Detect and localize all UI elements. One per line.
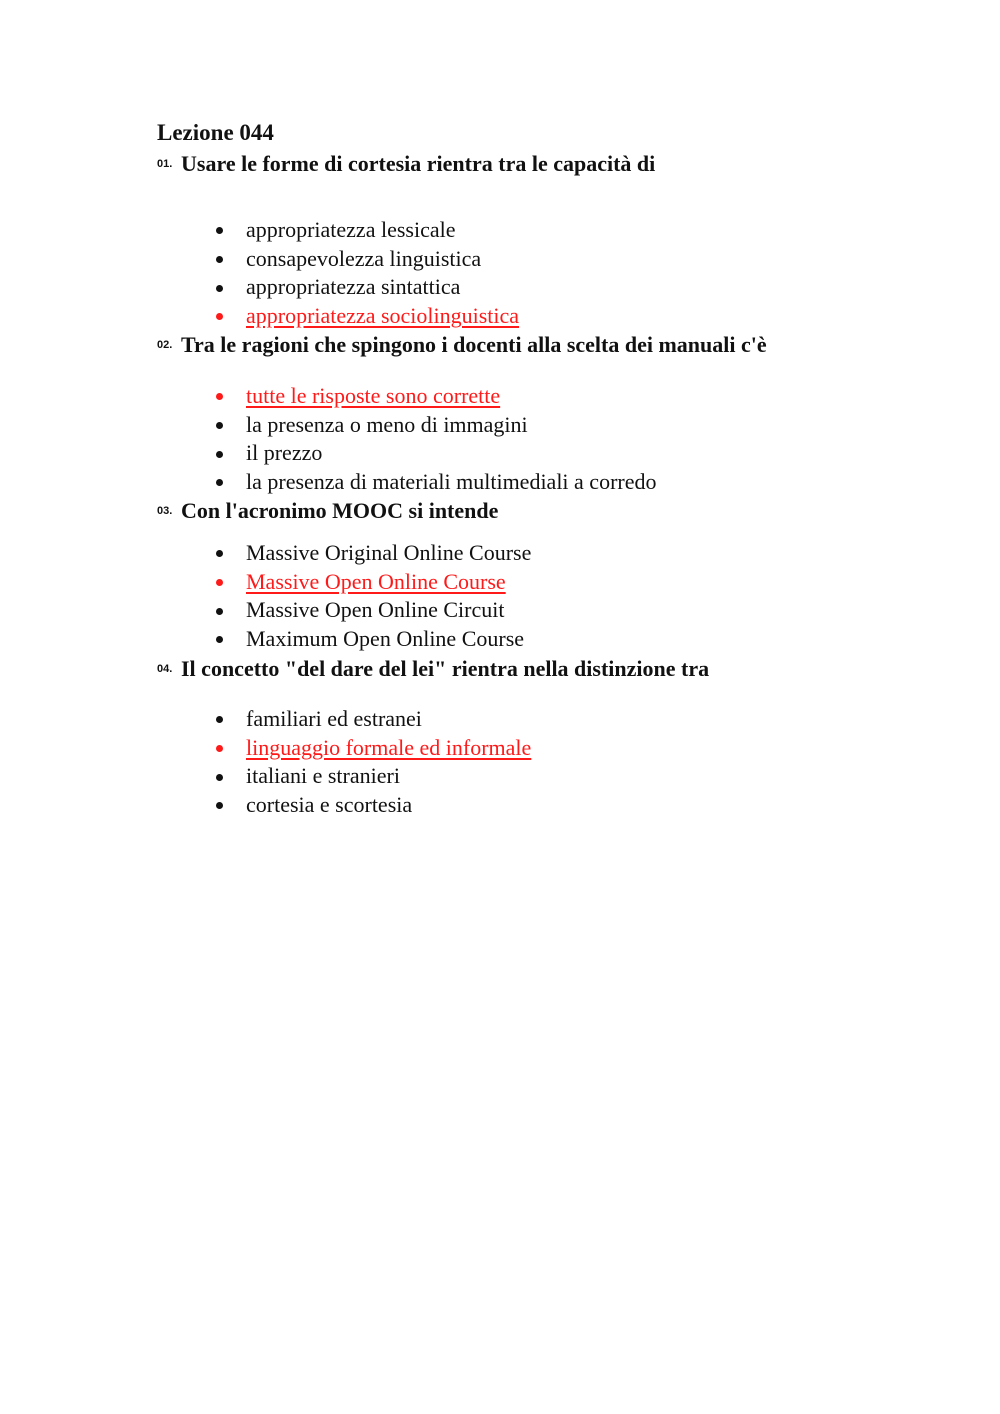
answer-option (214, 791, 531, 820)
question-text: Usare le forme di cortesia rientra tra le capacità di (181, 151, 656, 176)
answer-text: la presenza di materiali multimediali a corredo (246, 469, 657, 495)
bullet-icon (216, 313, 223, 320)
answer-option (214, 411, 657, 440)
bullet-icon (216, 716, 223, 723)
answer-option (214, 216, 519, 245)
question-4 (157, 656, 957, 682)
correct-answer-option (214, 734, 531, 763)
answer-text: appropriatezza lessicale (246, 217, 456, 242)
correct-answer-option (214, 302, 519, 331)
answer-option (214, 273, 519, 302)
bullet-icon (216, 802, 223, 809)
answer-text: consapevolezza linguistica (246, 245, 482, 271)
answer-option (214, 439, 657, 468)
bullet-icon (216, 550, 223, 557)
bullet-icon (216, 479, 223, 486)
bullet-icon (216, 774, 223, 781)
answer-option (214, 468, 657, 497)
answer-option (214, 762, 531, 791)
answer-list-2 (214, 382, 657, 497)
answer-text: Massive Original Online Course (246, 540, 532, 565)
bullet-icon (216, 608, 223, 615)
answer-text: appropriatezza sociolinguistica (246, 303, 520, 329)
answer-text: Massive Open Online Course (246, 568, 506, 594)
answer-text: linguaggio formale ed informale (246, 734, 532, 760)
question-number: 02. (157, 339, 173, 351)
correct-answer-option (214, 568, 531, 597)
answer-list-4 (214, 705, 531, 820)
question-3 (157, 498, 957, 524)
bullet-icon (216, 227, 223, 234)
answer-text: Massive Open Online Circuit (246, 597, 505, 623)
answer-text: la presenza o meno di immagini (246, 411, 528, 437)
bullet-icon (216, 285, 223, 292)
answer-text: appropriatezza sintattica (246, 274, 461, 300)
answer-list-1 (214, 216, 519, 331)
bullet-icon (216, 636, 223, 643)
correct-answer-option (214, 382, 657, 411)
answer-option (214, 245, 519, 274)
question-text: Con l'acronimo MOOC si intende (181, 498, 499, 523)
answer-text: Maximum Open Online Course (246, 626, 525, 652)
answer-option (214, 539, 531, 568)
question-number: 01. (157, 158, 173, 170)
answer-option (214, 625, 531, 654)
answer-text: tutte le risposte sono corrette (246, 383, 501, 408)
question-1 (157, 151, 957, 177)
answer-text: il prezzo (246, 440, 323, 466)
bullet-icon (216, 745, 223, 752)
answer-text: familiari ed estranei (246, 706, 422, 731)
question-text: Il concetto "del dare del lei" rientra nella distinzione tra (181, 656, 710, 681)
answer-text: italiani e stranieri (246, 763, 400, 789)
bullet-icon (216, 256, 223, 263)
question-text: Tra le ragioni che spingono i docenti alla scelta dei manuali c'è (181, 332, 767, 357)
question-2 (157, 332, 957, 358)
bullet-icon (216, 451, 223, 458)
answer-option (214, 705, 531, 734)
question-number: 03. (157, 505, 173, 517)
bullet-icon (216, 393, 223, 400)
answer-text: cortesia e scortesia (246, 792, 413, 818)
answer-option (214, 596, 531, 625)
lesson-title: Lezione 044 (157, 120, 274, 145)
bullet-icon (216, 422, 223, 429)
answer-list-3 (214, 539, 531, 654)
question-number: 04. (157, 663, 173, 675)
bullet-icon (216, 579, 223, 586)
